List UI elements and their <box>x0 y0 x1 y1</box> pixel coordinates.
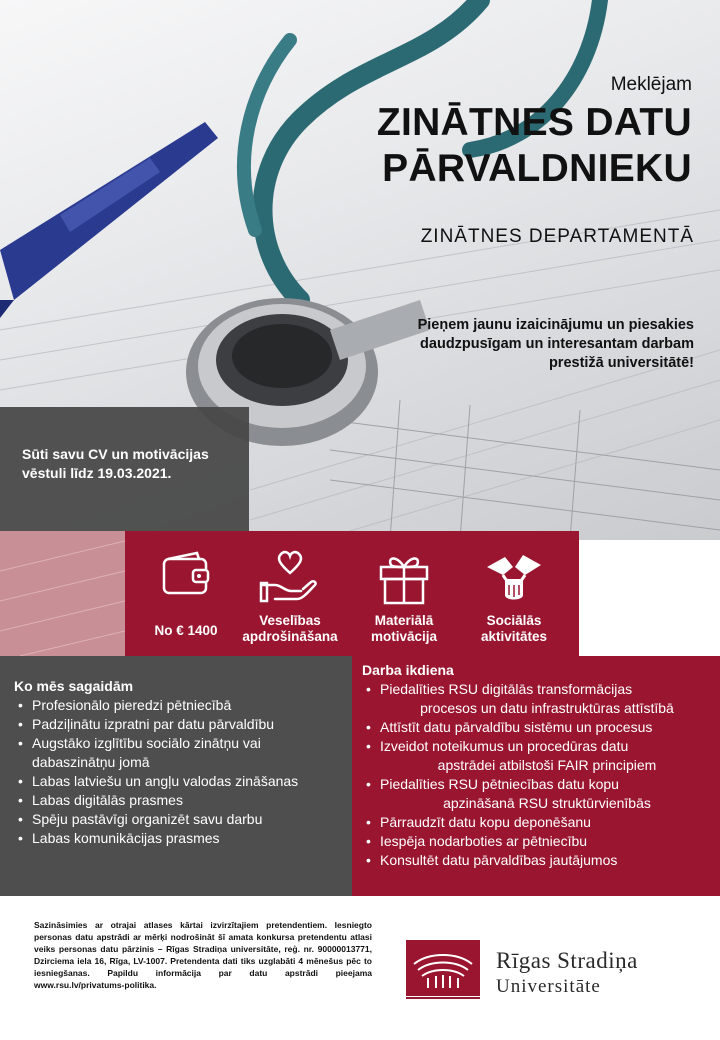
list-item: • Labas digitālās prasmes <box>32 791 344 810</box>
intro-line-2: daudzpusīgam un interesantam darbam <box>420 336 694 352</box>
rsu-emblem-icon <box>404 934 484 1004</box>
duties-panel <box>352 656 720 896</box>
benefit-material-label-1: Materiālā <box>374 613 434 628</box>
title-line-1: ZINĀTNES DATU <box>376 101 692 144</box>
list-item: • Attīstīt datu pārvaldību sistēmu un procesus <box>380 718 714 737</box>
list-item <box>380 737 714 775</box>
benefit-health-label-2: apdrošināšana <box>242 629 338 644</box>
requirements-title: Ko mēs sagaidām <box>14 678 134 694</box>
requirements-list <box>32 696 344 848</box>
university-logo <box>404 934 694 1004</box>
intro-line-3: prestižā universitātē! <box>548 355 694 371</box>
logo-text-line-2: Universitāte <box>496 976 601 997</box>
list-item: • Konsultēt datu pārvaldības jautājumos <box>380 851 714 870</box>
list-item-line: procesos un datu infrastruktūras attīstībā <box>420 700 674 716</box>
benefit-material <box>349 545 459 645</box>
gift-icon <box>373 545 435 607</box>
list-item: • Labas latviešu un angļu valodas zināšanas <box>32 772 344 791</box>
benefit-material-label-2: motivācija <box>370 629 438 644</box>
list-item-line: Augstāko izglītību sociālo zinātņu vai <box>32 735 261 751</box>
team-hands-icon <box>483 545 545 607</box>
list-item: • Padziļinātu izpratni par datu pārvaldību <box>32 715 344 734</box>
deadline-line-2: vēstuli līdz 19.03.2021. <box>22 465 172 481</box>
list-item: • Labas komunikācijas prasmes <box>32 829 344 848</box>
kicker-text: Meklējam <box>610 74 692 95</box>
benefit-social-label-2: aktivitātes <box>480 629 548 644</box>
list-item-line: Piedalīties RSU pētniecības datu kopu <box>380 776 619 792</box>
deadline-line-1: Sūti savu CV un motivācijas <box>22 446 209 462</box>
list-item-line: Izveidot noteikumus un procedūras datu <box>380 738 629 754</box>
paper-lines-decor <box>0 531 125 656</box>
requirements-panel <box>0 656 352 896</box>
title-line-2: PĀRVALDNIEKU <box>382 147 692 190</box>
intro-line-1: Pieņem jaunu izaicinājumu un piesakies <box>417 317 694 333</box>
deadline-box <box>0 407 249 531</box>
pink-decor-block <box>0 531 125 656</box>
list-item <box>32 734 344 772</box>
benefit-salary <box>131 545 241 639</box>
list-item: • Spēju pastāvīgi organizēt savu darbu <box>32 810 344 829</box>
benefits-band <box>125 531 579 656</box>
list-item: • Pārraudzīt datu kopu deponēšanu <box>380 813 714 832</box>
list-item-line: dabaszinātņu jomā <box>32 754 150 770</box>
duties-list <box>380 680 714 870</box>
department-text: ZINĀTNES DEPARTAMENTĀ <box>420 226 694 247</box>
list-item: • Profesionālo pieredzi pētniecībā <box>32 696 344 715</box>
logo-text-line-1: Rīgas Stradiņa <box>496 948 638 973</box>
privacy-notice: Sazināsimies ar otrajai atlases kārtai izvirzītajiem pretendentiem. Iesniegto personas datu apstrādi ar mērķi nodrošināt šī amata konkursa pretendentu atlasi veiks personas datu pārzinis – Rīgas Stradiņa universitāte, reģ. nr. 90000013771, Dzirciema iela 16, Rīga, LV-1007. Pretendenta dati tiks uzglabāti 4 mēnešus pēc to iesniegšanas. Papildu informācija par datu apstrādi pieejama www.rsu.lv/privatums-politika. <box>34 920 372 990</box>
heart-hand-icon <box>259 545 321 607</box>
benefit-social-label-1: Sociālās <box>486 613 542 628</box>
page-title <box>377 100 692 192</box>
list-item <box>380 680 714 718</box>
list-item: • Iespēja nodarboties ar pētniecību <box>380 832 714 851</box>
list-item <box>380 775 714 813</box>
list-item-line: Piedalīties RSU digitālās transformācijas <box>380 681 633 697</box>
list-item-line: apstrādei atbilstoši FAIR principiem <box>437 757 657 773</box>
wallet-icon <box>155 545 217 607</box>
benefit-social <box>459 545 569 645</box>
benefit-salary-label: No € 1400 <box>154 623 218 638</box>
duties-title: Darba ikdiena <box>362 662 454 678</box>
benefit-health-label-1: Veselības <box>259 613 321 628</box>
intro-text <box>364 316 694 373</box>
benefit-health <box>235 545 345 645</box>
list-item-line: apzināšanā RSU struktūrvienībās <box>443 795 651 811</box>
